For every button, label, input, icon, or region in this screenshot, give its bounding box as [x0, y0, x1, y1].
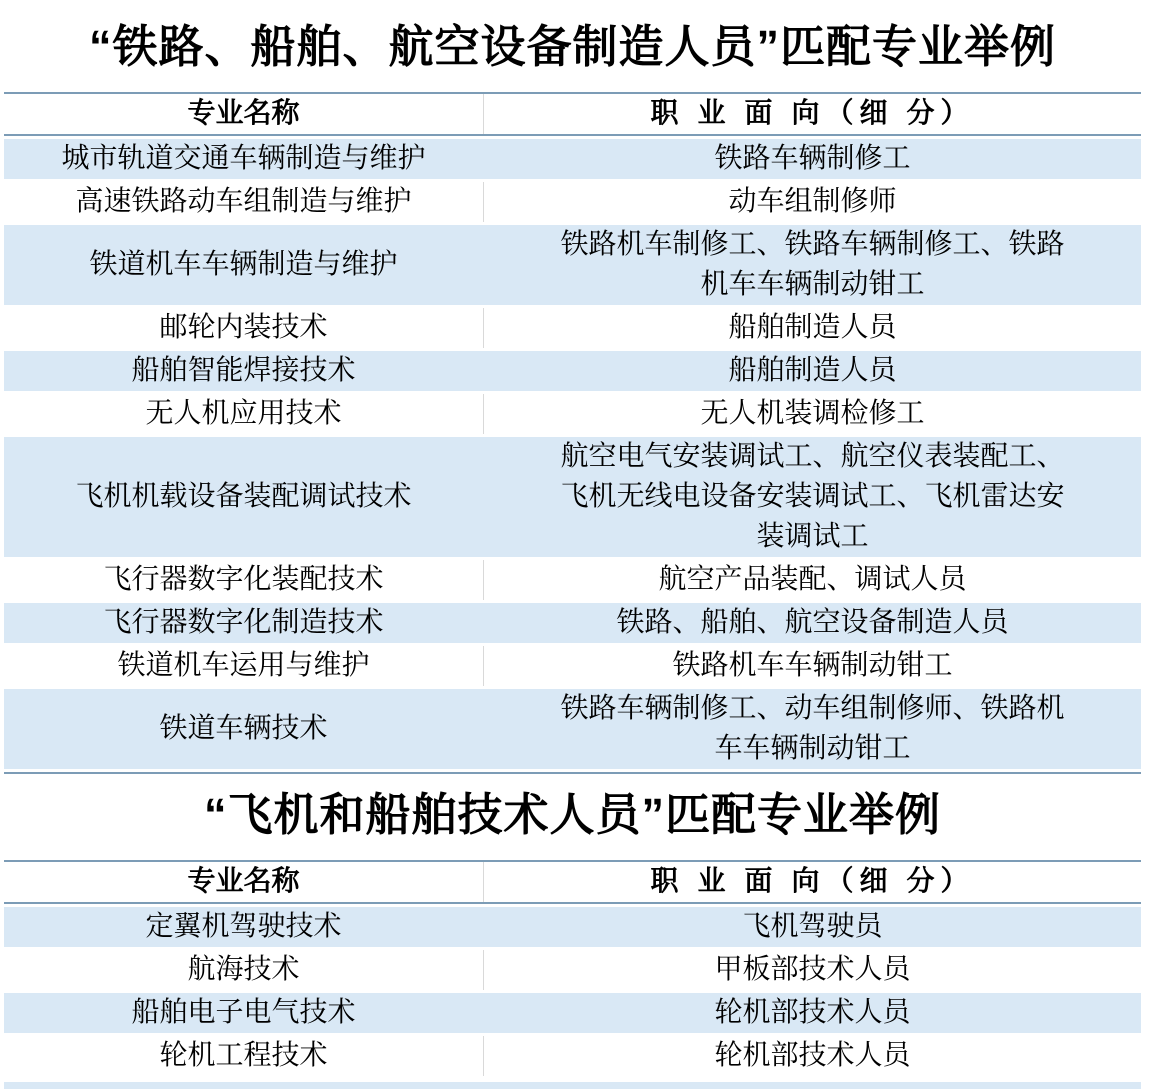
header-cell-occupation: 职 业 面 向（细 分）: [650, 98, 975, 129]
cell-major: 城市轨道交通车辆制造与维护: [61, 143, 426, 174]
cell-major: 轮机工程技术: [4, 1036, 484, 1076]
cell-occupation: 铁路机车车辆制动钳工: [672, 650, 953, 681]
table-section-railway-ship-aviation: [4, 6, 1141, 774]
table-row: [4, 646, 1141, 689]
header-cell-occupation: 职 业 面 向（细 分）: [650, 866, 975, 897]
cutoff-row-strip: [4, 1079, 1141, 1089]
cell-major: 无人机应用技术: [4, 394, 484, 434]
table-row: [4, 603, 1141, 646]
cell-occupation: 铁路车辆制修工: [714, 143, 911, 174]
cell-occupation: 飞机驾驶员: [742, 911, 883, 942]
cell-major: 铁道机车运用与维护: [4, 646, 484, 686]
table-row: [4, 689, 1141, 772]
cell-occupation: 船舶制造人员: [728, 355, 897, 386]
table-section-aircraft-ship-technicians: [4, 774, 1141, 1089]
table-row: [4, 225, 1141, 308]
cell-occupation: 航空电气安装调试工、航空仪表装配工、飞机无线电设备安装调试工、飞机雷达安装调试工: [560, 441, 1065, 552]
table-title: “飞机和船舶技术人员”匹配专业举例: [203, 789, 941, 840]
table-title: “铁路、船舶、航空设备制造人员”匹配专业举例: [88, 21, 1056, 72]
table-row: [4, 351, 1141, 394]
table-header-row: [4, 92, 1141, 136]
cell-occupation: 轮机部技术人员: [714, 1040, 911, 1071]
table-row: [4, 139, 1141, 182]
table-body: [4, 136, 1141, 774]
header-cell-major: 专业名称: [4, 94, 484, 134]
cell-major: 船舶电子电气技术: [131, 997, 356, 1028]
cell-major: 飞机机载设备装配调试技术: [75, 481, 412, 512]
table-row: [4, 182, 1141, 225]
cell-occupation: 铁路车辆制修工、动车组制修师、铁路机车车辆制动钳工: [560, 693, 1065, 764]
table-body: [4, 904, 1141, 1079]
table-row: [4, 950, 1141, 993]
cell-major: 高速铁路动车组制造与维护: [4, 182, 484, 222]
cell-occupation: 铁路机车制修工、铁路车辆制修工、铁路机车车辆制动钳工: [560, 229, 1065, 300]
cell-major: 铁道车辆技术: [159, 713, 328, 744]
table-row: [4, 560, 1141, 603]
cell-occupation: 轮机部技术人员: [714, 997, 911, 1028]
table-header-row: [4, 860, 1141, 904]
cell-occupation: 动车组制修师: [728, 186, 897, 217]
cell-major: 船舶智能焊接技术: [131, 355, 356, 386]
cell-occupation: 航空产品装配、调试人员: [658, 564, 967, 595]
table-row: [4, 1036, 1141, 1079]
cell-major: 航海技术: [4, 950, 484, 990]
cell-occupation: 无人机装调检修工: [700, 398, 925, 429]
table-row: [4, 308, 1141, 351]
cell-occupation: 铁路、船舶、航空设备制造人员: [616, 607, 1009, 638]
cell-occupation: 船舶制造人员: [728, 312, 897, 343]
table-row: [4, 437, 1141, 560]
table-row: [4, 907, 1141, 950]
cell-occupation: 甲板部技术人员: [714, 954, 911, 985]
table-row: [4, 394, 1141, 437]
table-row: [4, 993, 1141, 1036]
cell-major: 飞行器数字化装配技术: [4, 560, 484, 600]
header-cell-major: 专业名称: [4, 862, 484, 902]
cell-major: 铁道机车车辆制造与维护: [89, 249, 398, 280]
cell-major: 飞行器数字化制造技术: [103, 607, 384, 638]
cell-major: 邮轮内装技术: [4, 308, 484, 348]
cell-major: 定翼机驾驶技术: [145, 911, 342, 942]
